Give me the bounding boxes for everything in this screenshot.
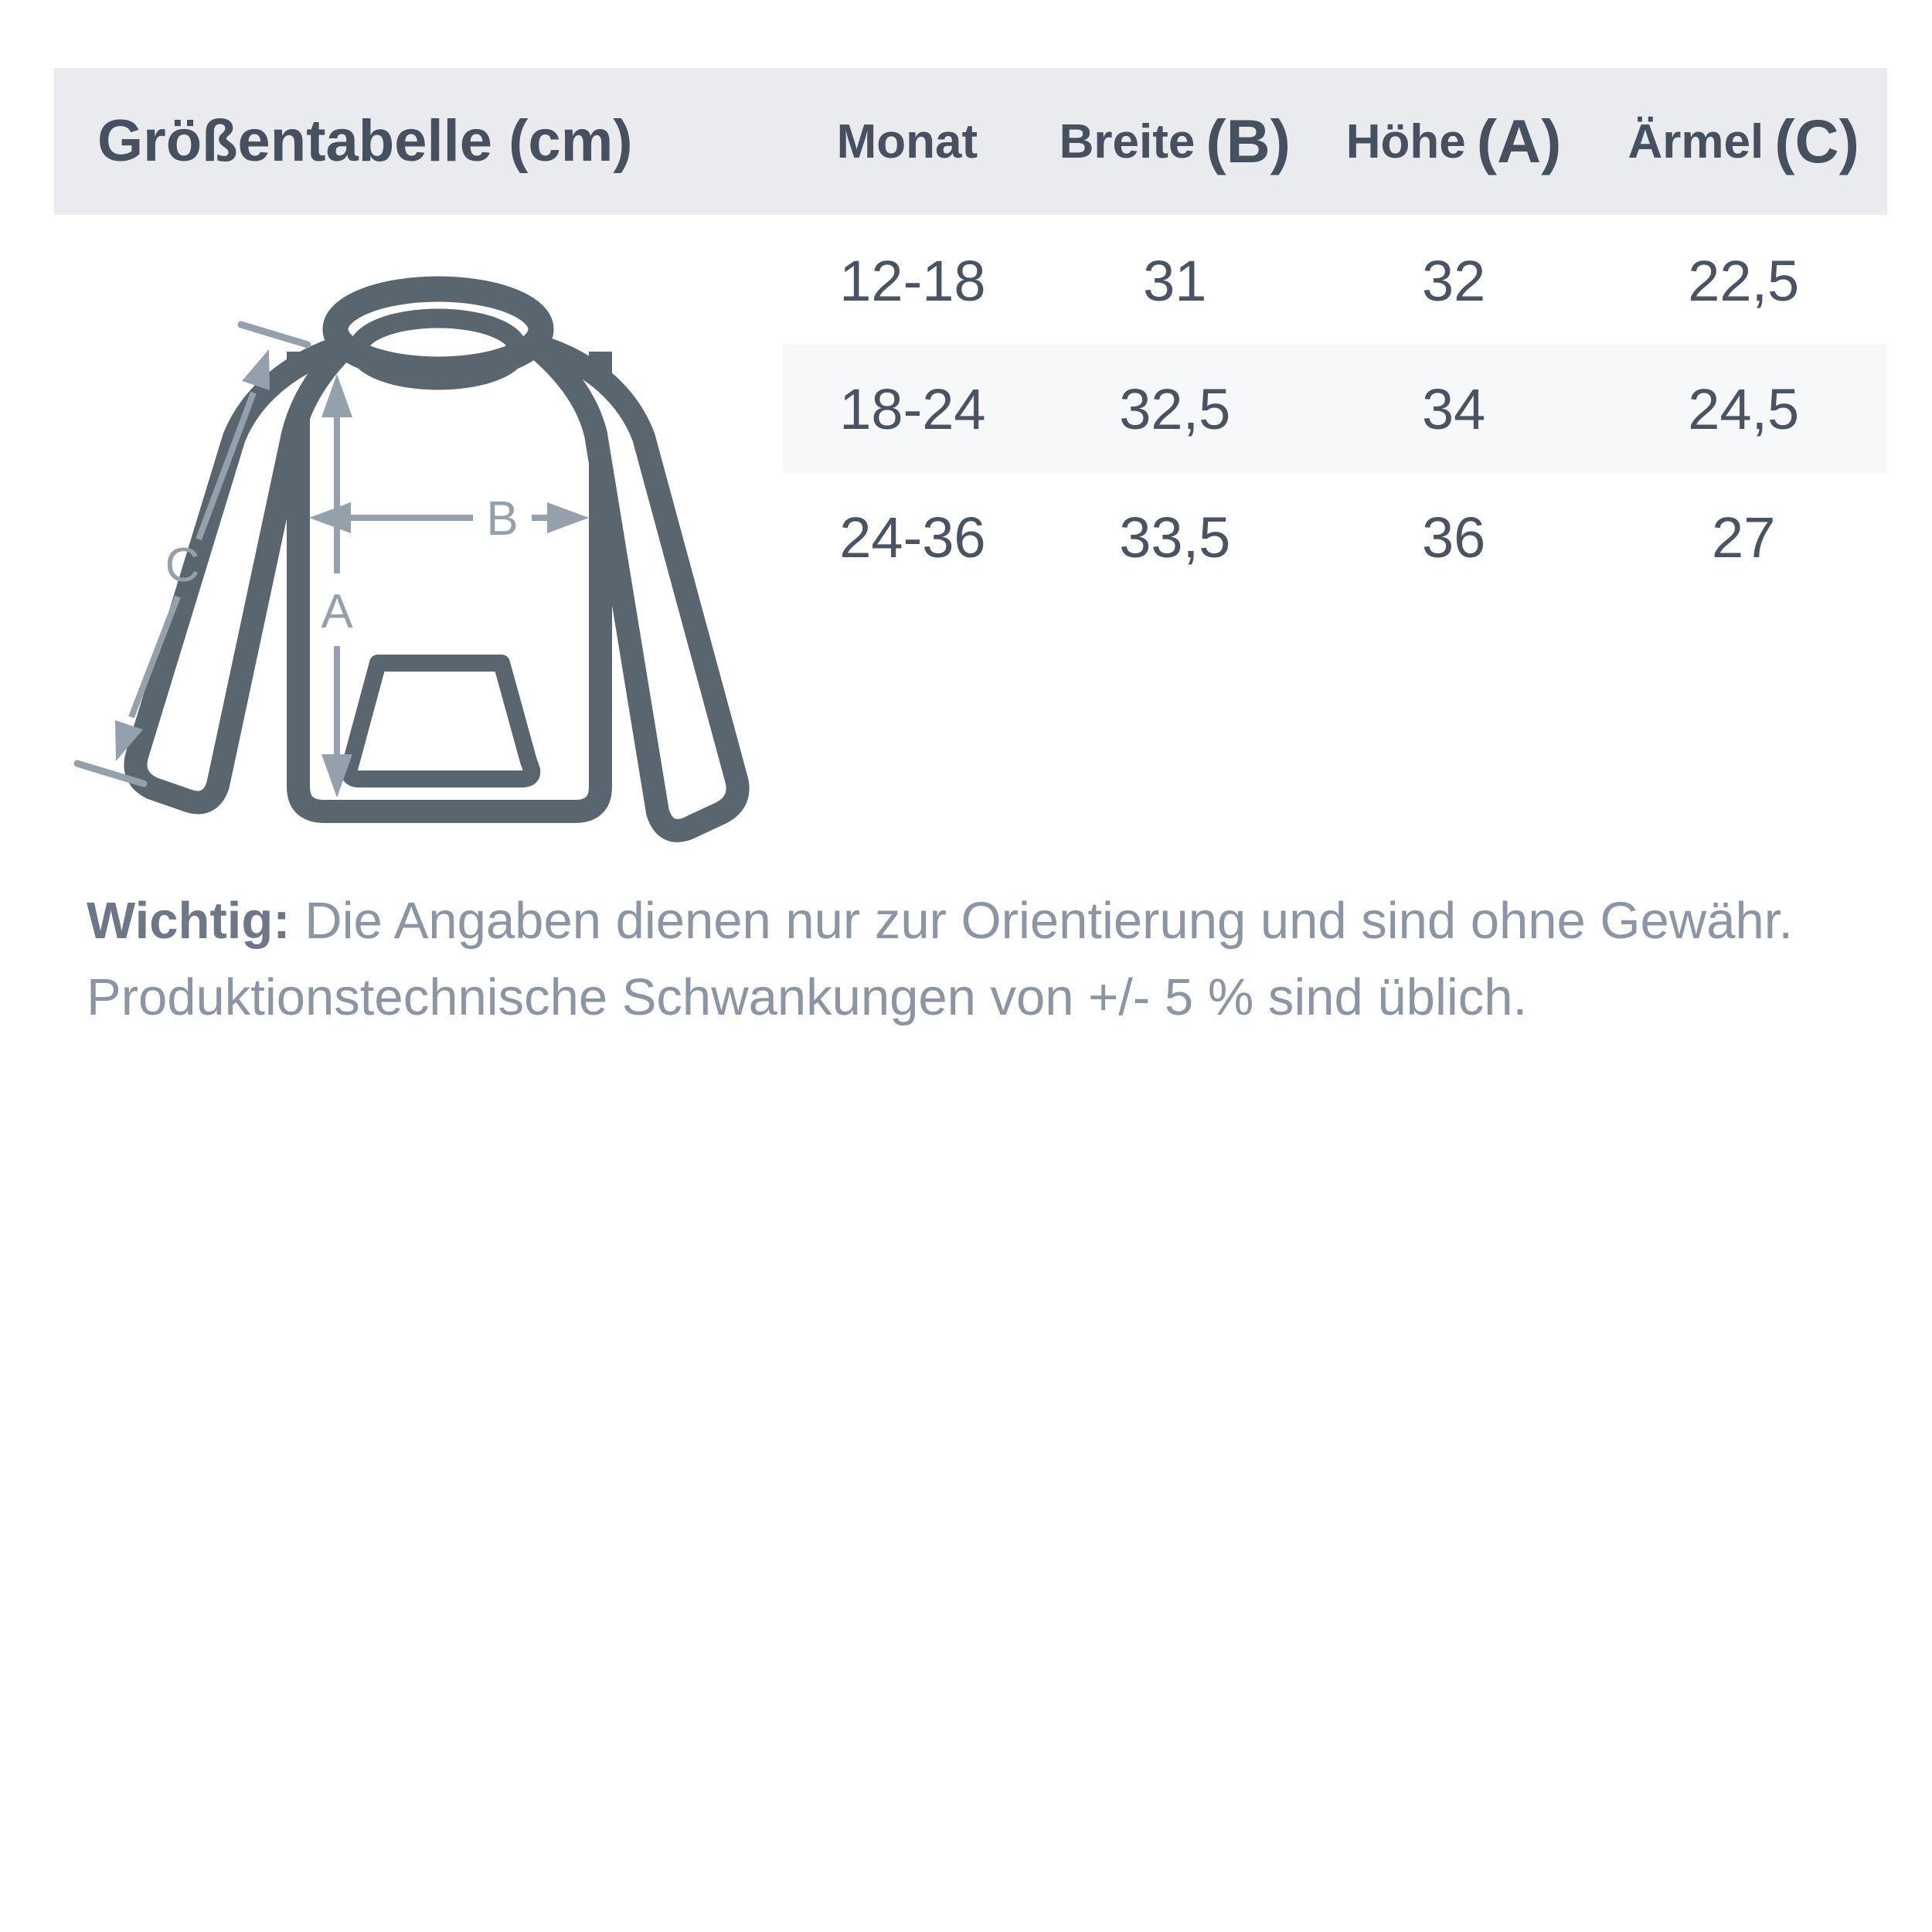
column-header-monat-label: Monat [836, 114, 978, 168]
column-header-aermel-paren: (C) [1774, 107, 1859, 175]
column-header-aermel [1600, 68, 1887, 215]
column-header-hoehe-paren: (A) [1476, 107, 1562, 175]
disclaimer-text [87, 883, 1887, 1036]
measure-label-b: B [486, 492, 519, 546]
disclaimer-line-2: Produktionstechnische Schwankungen von +/- 5 % sind üblich. [87, 968, 1528, 1026]
disclaimer-bold-label: Wichtig: [87, 892, 291, 950]
cell-breite: 33,5 [1119, 505, 1231, 570]
column-header-breite [1043, 68, 1308, 215]
hoodie-pocket [349, 663, 532, 779]
measure-label-a: A [321, 585, 353, 638]
cell-aermel: 24,5 [1688, 376, 1800, 441]
table-row [783, 473, 1887, 601]
hoodie-measurement-diagram [43, 232, 815, 889]
measure-label-c: C [165, 539, 200, 592]
cell-hoehe: 32 [1421, 248, 1486, 313]
cell-breite: 32,5 [1119, 376, 1231, 441]
cell-breite: 31 [1143, 248, 1207, 313]
disclaimer-line-1 [87, 883, 1887, 959]
cell-hoehe: 36 [1421, 505, 1486, 570]
size-table-header-band [54, 68, 1887, 215]
column-header-aermel-label: Ärmel [1628, 114, 1764, 168]
disclaimer-line-1-text: Die Angaben dienen nur zur Orientierung und sind ohne Gewähr. [304, 892, 1793, 950]
column-header-breite-label: Breite [1059, 114, 1196, 168]
cell-monat: 24-36 [839, 505, 986, 570]
cell-hoehe: 34 [1421, 376, 1486, 441]
cell-monat: 18-24 [839, 376, 986, 441]
size-table-title: Größentabelle (cm) [97, 108, 633, 174]
column-headers [783, 68, 1887, 215]
cell-aermel: 27 [1712, 505, 1776, 570]
column-header-monat [783, 68, 1043, 215]
table-row [783, 216, 1887, 345]
table-row [783, 345, 1887, 473]
cell-aermel: 22,5 [1688, 248, 1800, 313]
column-header-breite-paren: (B) [1206, 107, 1291, 175]
cell-monat: 12-18 [839, 248, 986, 313]
column-header-hoehe-label: Höhe [1345, 114, 1466, 168]
column-header-hoehe [1308, 68, 1600, 215]
